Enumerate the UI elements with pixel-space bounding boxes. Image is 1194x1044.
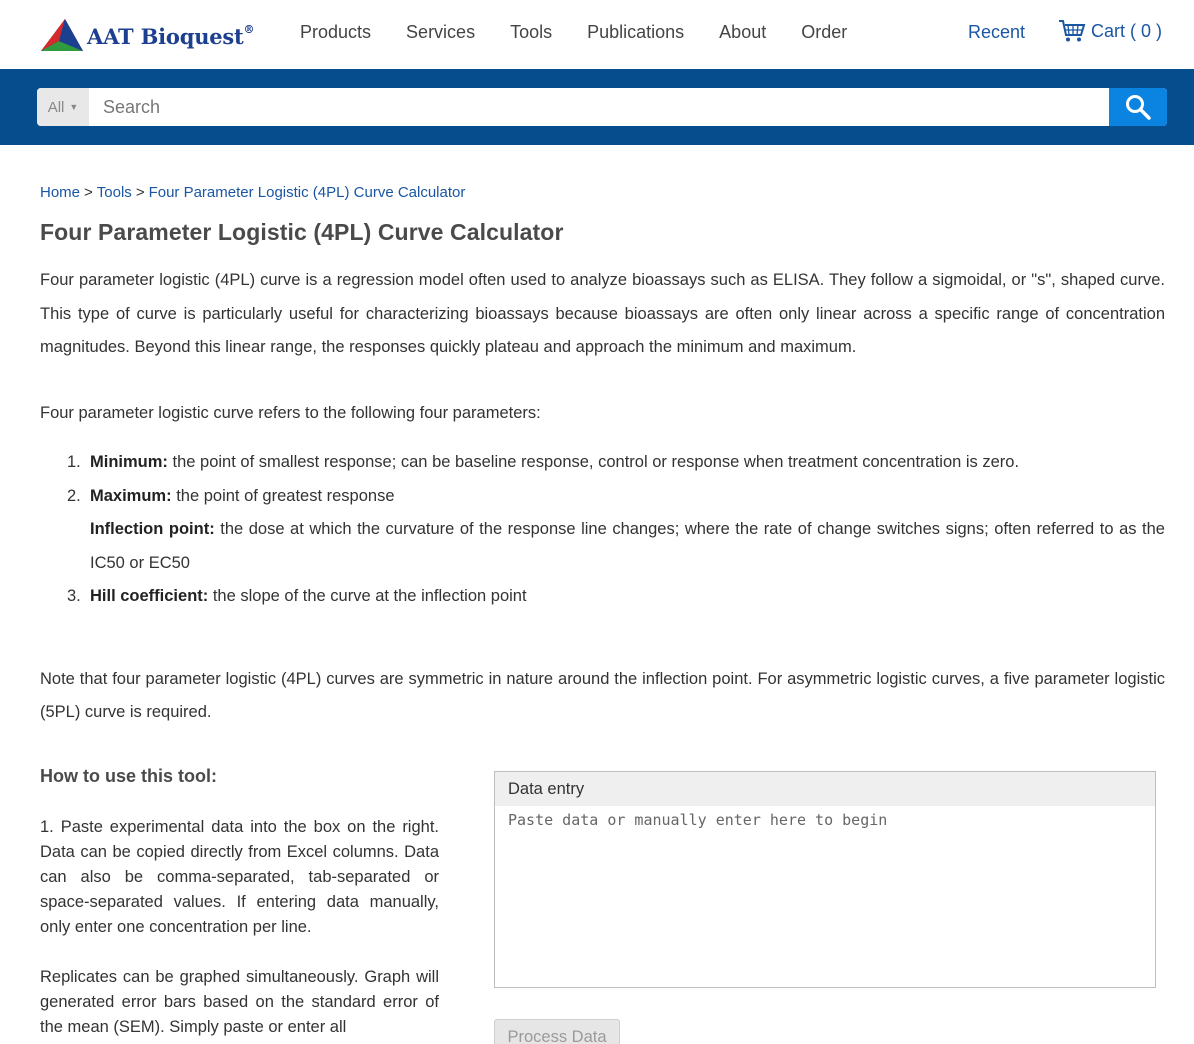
main-content	[40, 184, 1165, 730]
list-item: 1. Minimum: the point of smallest response; can be baseline response, control or response when treatment concentration is zero.	[67, 453, 1020, 471]
breadcrumb-home[interactable]: Home	[40, 184, 81, 201]
howto-section	[40, 766, 439, 1040]
howto-replicates: Replicates can be graphed simultaneously. Graph will generated error bars based on the standard error of the mean (SEM). Simply paste or enter all	[40, 968, 439, 1036]
list-item: 3. Hill coefficient: the slope of the curve at the inflection point	[67, 587, 527, 605]
search-input[interactable]	[89, 88, 1109, 126]
nav-tools[interactable]: Tools	[510, 22, 553, 42]
list-item: 2. Maximum: the point of greatest response	[67, 486, 395, 505]
page-title: Four Parameter Logistic (4PL) Curve Calculator	[40, 219, 564, 245]
search-button[interactable]	[1109, 88, 1167, 126]
data-entry-header: Data entry	[495, 772, 1155, 806]
logo[interactable]	[39, 16, 254, 54]
params-intro: Four parameter logistic curve refers to the following four parameters:	[40, 403, 541, 422]
process-data-button[interactable]: Process Data	[494, 1019, 620, 1044]
logo-text: AAT Bioquest®	[87, 22, 255, 49]
cart-link[interactable]	[1058, 19, 1162, 43]
logo-triangle-icon	[39, 17, 83, 53]
main-nav	[300, 22, 882, 43]
breadcrumb-tools[interactable]: Tools	[96, 184, 132, 201]
search-icon	[1125, 94, 1151, 120]
caret-down-icon: ▼	[69, 102, 79, 112]
howto-step-1: 1. Paste experimental data into the box on the right. Data can be copied directly from Excel columns. Data can also be comma-separated, tab-separated or space-separated values. If entering data manually, only enter one concentration per line.	[40, 818, 439, 936]
note-paragraph: Note that four parameter logistic (4PL) curves are symmetric in nature around the inflection point. For asymmetric logistic curves, a five parameter logistic (5PL) curve is required.	[40, 669, 1165, 721]
nav-products[interactable]: Products	[300, 22, 372, 42]
nav-services[interactable]: Services	[406, 22, 476, 42]
howto-title: How to use this tool:	[40, 766, 217, 786]
breadcrumb: Home > Tools > Four Parameter Logistic (4PL) Curve Calculator	[40, 184, 466, 201]
data-entry-panel	[494, 771, 1156, 988]
search-band	[0, 69, 1194, 145]
nav-about[interactable]: About	[719, 22, 767, 42]
intro-paragraph: Four parameter logistic (4PL) curve is a regression model often used to analyze bioassays such as ELISA. They follow a sigmoidal, or "s", shaped curve. This type of curve is particularly useful for characterizing bioassays because bioassays are often only linear across a specific range of concentration magnitudes. Beyond this linear range, the responses quickly plateau and approach the minimum and maximum.	[40, 271, 1165, 356]
search-scope-select[interactable]: All ▼	[37, 88, 89, 126]
nav-order[interactable]: Order	[801, 22, 848, 42]
nav-publications[interactable]: Publications	[587, 22, 685, 42]
data-entry-textarea[interactable]	[495, 806, 1155, 987]
cart-icon	[1058, 19, 1086, 43]
cart-label: Cart ( 0 )	[1091, 20, 1163, 41]
list-item: Inflection point: the dose at which the curvature of the response line changes; where the rate of change switches signs; often referred to as the IC50 or EC50	[90, 520, 1165, 572]
search-bar	[37, 88, 1167, 126]
recent-link[interactable]: Recent	[968, 22, 1026, 42]
breadcrumb-current[interactable]: Four Parameter Logistic (4PL) Curve Calculator	[148, 184, 466, 201]
params-list	[40, 446, 1165, 614]
top-header	[0, 0, 1194, 69]
